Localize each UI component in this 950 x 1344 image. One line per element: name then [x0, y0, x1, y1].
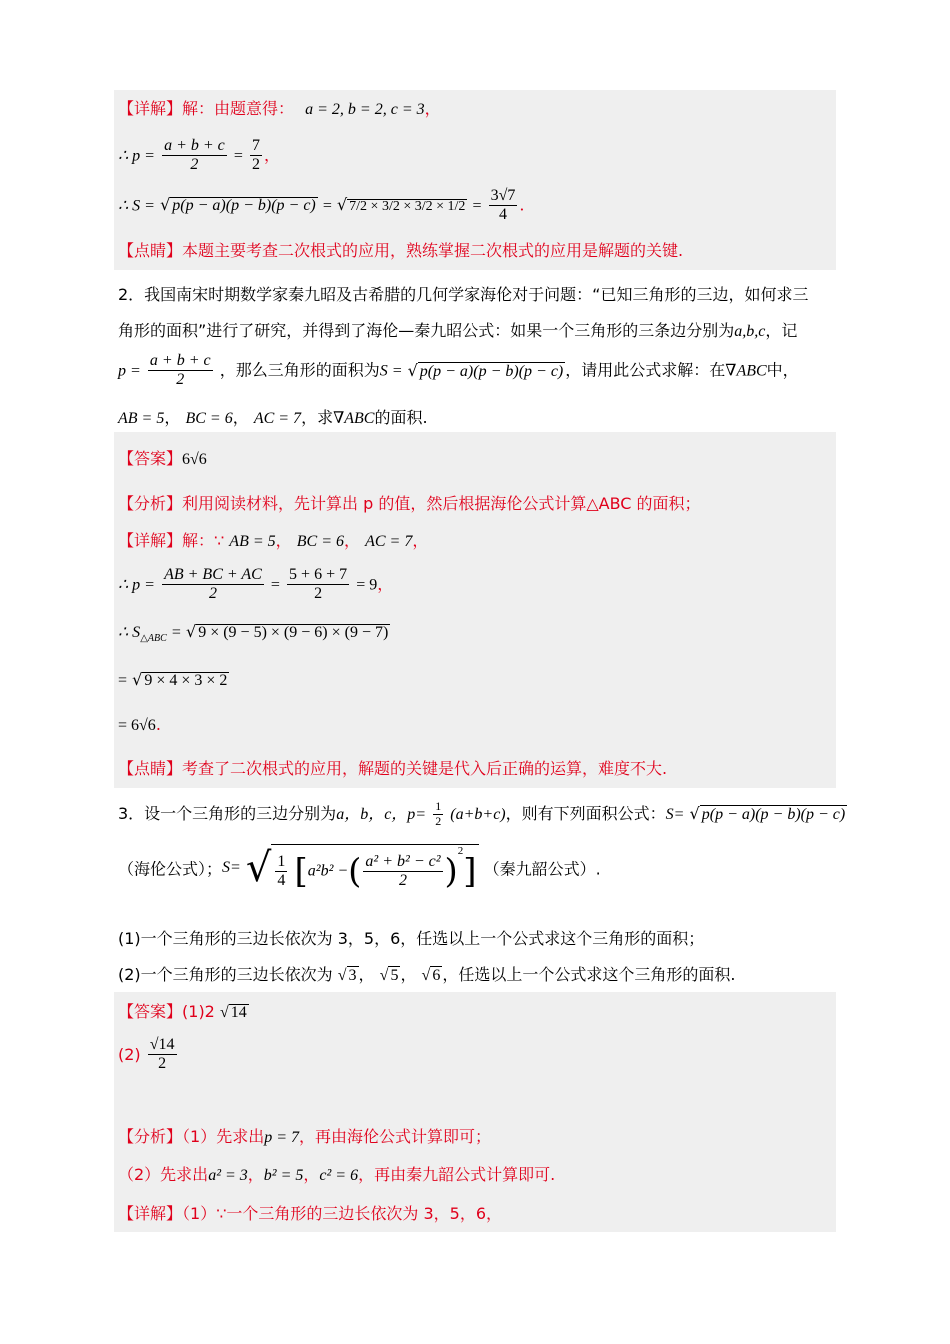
comment-text-2: 考查了二次根式的应用，解题的关键是代入后正确的运算，难度不大. — [182, 759, 668, 778]
s-result-num: 3√7 — [489, 187, 518, 206]
q3-part-2-text: (2)一个三角形的三边长依次为 — [118, 965, 333, 984]
p-formula-line: ∴ p = $\frac{a + b + c}{2}$ = $\frac{7}{2}$ ， — [118, 137, 281, 174]
q2-line-4: AB = 5， BC = 6， AC = 7，求∇ABC的面积. — [118, 408, 428, 427]
d-ac: AC = 7 — [365, 533, 413, 550]
detail-line-2: 【详解】解：∵ AB = 5， BC = 6， AC = 7， — [118, 531, 429, 550]
detail-line-1: 【详解】解：由题意得： a = 2, b = 2, c = 3， — [118, 99, 441, 118]
analysis-3-text-b: ，再由海伦公式计算即可； — [299, 1127, 492, 1146]
q3-half-den: 2 — [435, 813, 442, 828]
comment-line-2 — [118, 761, 667, 777]
analysis-3b-text-a: （2）先求出 — [118, 1165, 209, 1184]
analysis-3b-text-b: ，再由秦九韶公式计算即可. — [358, 1165, 556, 1184]
p-calc-label: ∴ p = — [118, 576, 155, 594]
q2-triangle-2: ∇ABC — [333, 410, 375, 427]
q3-part-2-tail: ，任选以上一个公式求这个三角形的面积. — [442, 965, 736, 984]
heron-radicand: p(p − a)(p − b)(p − c) — [172, 197, 316, 215]
q3-half-num: 1 — [435, 799, 442, 813]
q2-tail-text: ，请用此公式求解：在 — [565, 360, 726, 380]
q3-quarter — [275, 853, 287, 891]
s-formula-line: ∴ S = √ p(p − a)(p − b)(p − c) = √ 7/2 × 3/2 × 3/2 × 1/2 = $\frac{3√7}{4}$ . — [118, 187, 525, 224]
analysis-line-3b: （2）先求出a² = 3，b² = 5，c² = 6，再由秦九韶公式计算即可. — [118, 1165, 556, 1184]
analysis-text: 利用阅读材料，先计算出 p 的值，然后根据海伦公式计算△ABC 的面积； — [182, 494, 701, 513]
s-calc-eq-2: = — [118, 672, 128, 689]
q3-root-6-val: 6 — [432, 967, 441, 984]
q3-root-5-val: 5 — [390, 967, 399, 984]
p-calc-den: 2 — [208, 585, 217, 603]
analysis-3-p: p = 7 — [264, 1129, 299, 1146]
analysis-line-3 — [118, 1129, 491, 1146]
q3-root-6: √ 6 — [421, 967, 441, 984]
q2-ac: AC = 7 — [253, 410, 302, 427]
s-result-fraction — [489, 187, 518, 225]
p-calc-den-2: 2 — [314, 585, 323, 603]
detail-line-3 — [118, 1206, 502, 1222]
p-denominator: 2 — [190, 156, 199, 174]
q2-line-1: 2．我国南宋时期数学家秦九昭及古希腊的几何学家海伦对于问题：“已知三角形的三边，如何求三 — [118, 285, 809, 304]
q2-line-2-text: 角形的面积”进行了研究，并得到了海伦—秦九昭公式：如果一个三角形的三条边分别为 — [118, 321, 735, 340]
s-result-den: 4 — [499, 206, 508, 224]
q3-heron-sqrt: √ p(p − a)(p − b)(p − c) — [689, 804, 846, 824]
comment-line-1 — [118, 243, 683, 259]
s-calc-sqrt-2: √ 9 × 4 × 3 × 2 — [132, 670, 228, 689]
solution-block-3 — [114, 992, 836, 1232]
detail-3-text: （1）∵一个三角形的三边长依次为 3，5，6， — [182, 1204, 503, 1223]
analysis-3-text-a: （1）先求出 — [182, 1127, 265, 1146]
analysis-3b-b2: b² = 5 — [263, 1167, 304, 1184]
s-calc-sub: △ABC — [140, 633, 167, 645]
q2-line-4-end: 的面积. — [374, 408, 428, 427]
analysis-line-2 — [118, 496, 701, 512]
q2-mid-text: ，那么三角形的面积为 — [219, 360, 380, 380]
q3-s-label: S= — [665, 805, 685, 823]
s-calc-line — [118, 624, 390, 644]
heron-sqrt: √ p(p − a)(p − b)(p − c) — [160, 195, 316, 215]
answer-tag: 【答案】 — [118, 449, 183, 468]
q2-p-fraction — [148, 352, 213, 390]
q3-sum: (a+b+c) — [450, 805, 506, 823]
detail-tag-3: 【详解】 — [118, 1204, 183, 1223]
q2-heron-radicand: p(p − a)(p − b)(p − c) — [419, 362, 564, 380]
q2-line-3 — [118, 352, 799, 390]
p-equals: = — [233, 147, 243, 165]
analysis-tag-3: 【分析】 — [118, 1127, 183, 1146]
analysis-tag: 【分析】 — [118, 494, 183, 513]
p-calc-result: = 9 — [356, 576, 378, 594]
answer-value: 6√6 — [182, 451, 207, 468]
given-values: a = 2, b = 2, c = 3 — [305, 101, 425, 118]
q2-sides: a,b,c — [734, 323, 766, 340]
q3-square: 2 — [457, 845, 464, 857]
numeric-radicand: 7/2 × 3/2 × 3/2 × 1/2 — [349, 199, 466, 215]
s-calc-result: = 6√6 — [118, 717, 156, 734]
q3-formula-intro: ，则有下列面积公式： — [505, 803, 666, 823]
q3-root-3-val: 3 — [348, 967, 357, 984]
q2-p-den: 2 — [176, 371, 185, 389]
s-label: ∴ S = — [118, 197, 155, 215]
p-calc-fraction-2 — [287, 566, 349, 604]
q3-root-5: √ 5 — [379, 967, 399, 984]
answer-2-fraction — [148, 1036, 177, 1074]
p-label: ∴ p = — [118, 147, 155, 165]
answer-1-sqrt: √ 14 — [219, 1004, 247, 1021]
q2-line-2 — [118, 318, 797, 341]
answer-1-prefix: (1)2 — [182, 1002, 215, 1021]
d-ab: AB = 5 — [229, 533, 276, 550]
q2-s-label: S = — [379, 362, 403, 380]
q2-heron-sqrt: √ p(p − a)(p − b)(p − c) — [407, 360, 564, 380]
analysis-3b-a2: a² = 3 — [208, 1167, 248, 1184]
comment-text: 本题主要考查二次根式的应用，熟练掌握二次根式的应用是解题的关键. — [182, 241, 684, 260]
answer-1-radicand: 14 — [230, 1004, 247, 1021]
q2-triangle: ∇ABC — [725, 362, 767, 380]
detail-text: 解：由题意得： — [182, 99, 295, 118]
answer-2-prefix: (2) — [118, 1044, 141, 1064]
s-calc-line-3: = 6√6. — [118, 715, 161, 734]
q3-heron-name: （海伦公式）； — [118, 859, 223, 879]
q3-part-2: (2)一个三角形的三边长依次为 √ 3 ， √ 5 ， √ 6 ，任选以上一个公式求这个三角形的面积. — [118, 965, 736, 984]
s-calc-radicand-2: 9 × 4 × 3 × 2 — [144, 672, 228, 689]
p-calc-fraction — [162, 566, 264, 604]
s-calc-label: ∴ S — [118, 624, 141, 641]
s-calc-eq: = — [171, 624, 181, 641]
p-numerator: a + b + c — [162, 137, 227, 156]
q3-line-1-text: 3．设一个三角形的三边分别为 — [118, 803, 337, 823]
q3-qin-name: （秦九韶公式）. — [483, 859, 601, 879]
q3-line-1 — [118, 800, 847, 829]
q3-part-1: (1)一个三角形的三边长依次为 3，5，6，任选以上一个公式求这个三角形的面积； — [118, 929, 705, 948]
answer-line-3 — [118, 1004, 249, 1021]
q3-heron-radicand: p(p − a)(p − b)(p − c) — [701, 806, 846, 824]
q3-quarter-num: 1 — [275, 853, 287, 872]
s-calc-radicand: 9 × (9 − 5) × (9 − 6) × (9 − 7) — [198, 624, 389, 641]
q3-quarter-den: 4 — [277, 872, 286, 889]
p-calc-num-2: 5 + 6 + 7 — [287, 566, 349, 585]
solution-block-2 — [114, 432, 836, 788]
q2-line-4-tail: ，求 — [301, 408, 334, 427]
q3-s-label-2: S= — [222, 858, 241, 876]
detail-tag-2: 【详解】 — [118, 531, 183, 550]
answer-line-3b — [118, 1036, 179, 1074]
p-result-fraction — [250, 137, 262, 175]
q3-line-2 — [118, 844, 601, 892]
p-fraction — [162, 137, 227, 175]
q3-inner-num: a² + b² − c² — [363, 853, 442, 872]
q3-a2b2: a²b² − — [307, 862, 349, 880]
d-bc: BC = 6 — [296, 533, 344, 550]
comment-tag: 【点睛】 — [118, 241, 183, 260]
analysis-3b-c2: c² = 6 — [319, 1167, 359, 1184]
s-calc-sqrt: √ 9 × (9 − 5) × (9 − 6) × (9 − 7) — [185, 622, 389, 641]
q3-half-fraction — [433, 800, 443, 829]
p-result-den: 2 — [252, 156, 260, 174]
q2-line-2-tail: ，记 — [765, 321, 798, 340]
detail-tag: 【详解】 — [118, 99, 183, 118]
p-calc-num: AB + BC + AC — [162, 566, 264, 585]
q2-p-label: p = — [118, 362, 141, 380]
answer-2-num: √14 — [148, 1036, 177, 1055]
q2-bc: BC = 6 — [185, 410, 233, 427]
comment-tag-2: 【点睛】 — [118, 759, 183, 778]
p-result-num: 7 — [250, 137, 262, 156]
q2-end-text: 中， — [766, 360, 799, 380]
s-calc-line-2 — [118, 672, 229, 689]
q3-inner-den: 2 — [398, 872, 407, 889]
answer-2-den: 2 — [158, 1055, 167, 1073]
p-calc-line: ∴ p = $\frac{AB + BC + AC}{2}$ = $\frac{5 + 6 + 7}{2}$ = 9， — [118, 566, 394, 603]
q2-p-num: a + b + c — [148, 352, 213, 371]
q3-qin-sqrt: √ $\frac{1}{4}$ [a²b² −( $\frac{\text{a² + b² − c²}}{2}$ )$^2$] — [245, 844, 477, 892]
q3-root-3: √ 3 — [337, 967, 357, 984]
q2-ab: AB = 5 — [118, 410, 165, 427]
answer-tag-3: 【答案】 — [118, 1002, 183, 1021]
answer-line-2 — [118, 451, 207, 468]
q3-sides: a，b，c，p= — [336, 805, 427, 823]
numeric-sqrt: √ 7/2 × 3/2 × 3/2 × 1/2 — [336, 195, 466, 215]
detail-text-2: 解：∵ — [182, 531, 225, 550]
q3-inner-fraction — [363, 853, 442, 891]
